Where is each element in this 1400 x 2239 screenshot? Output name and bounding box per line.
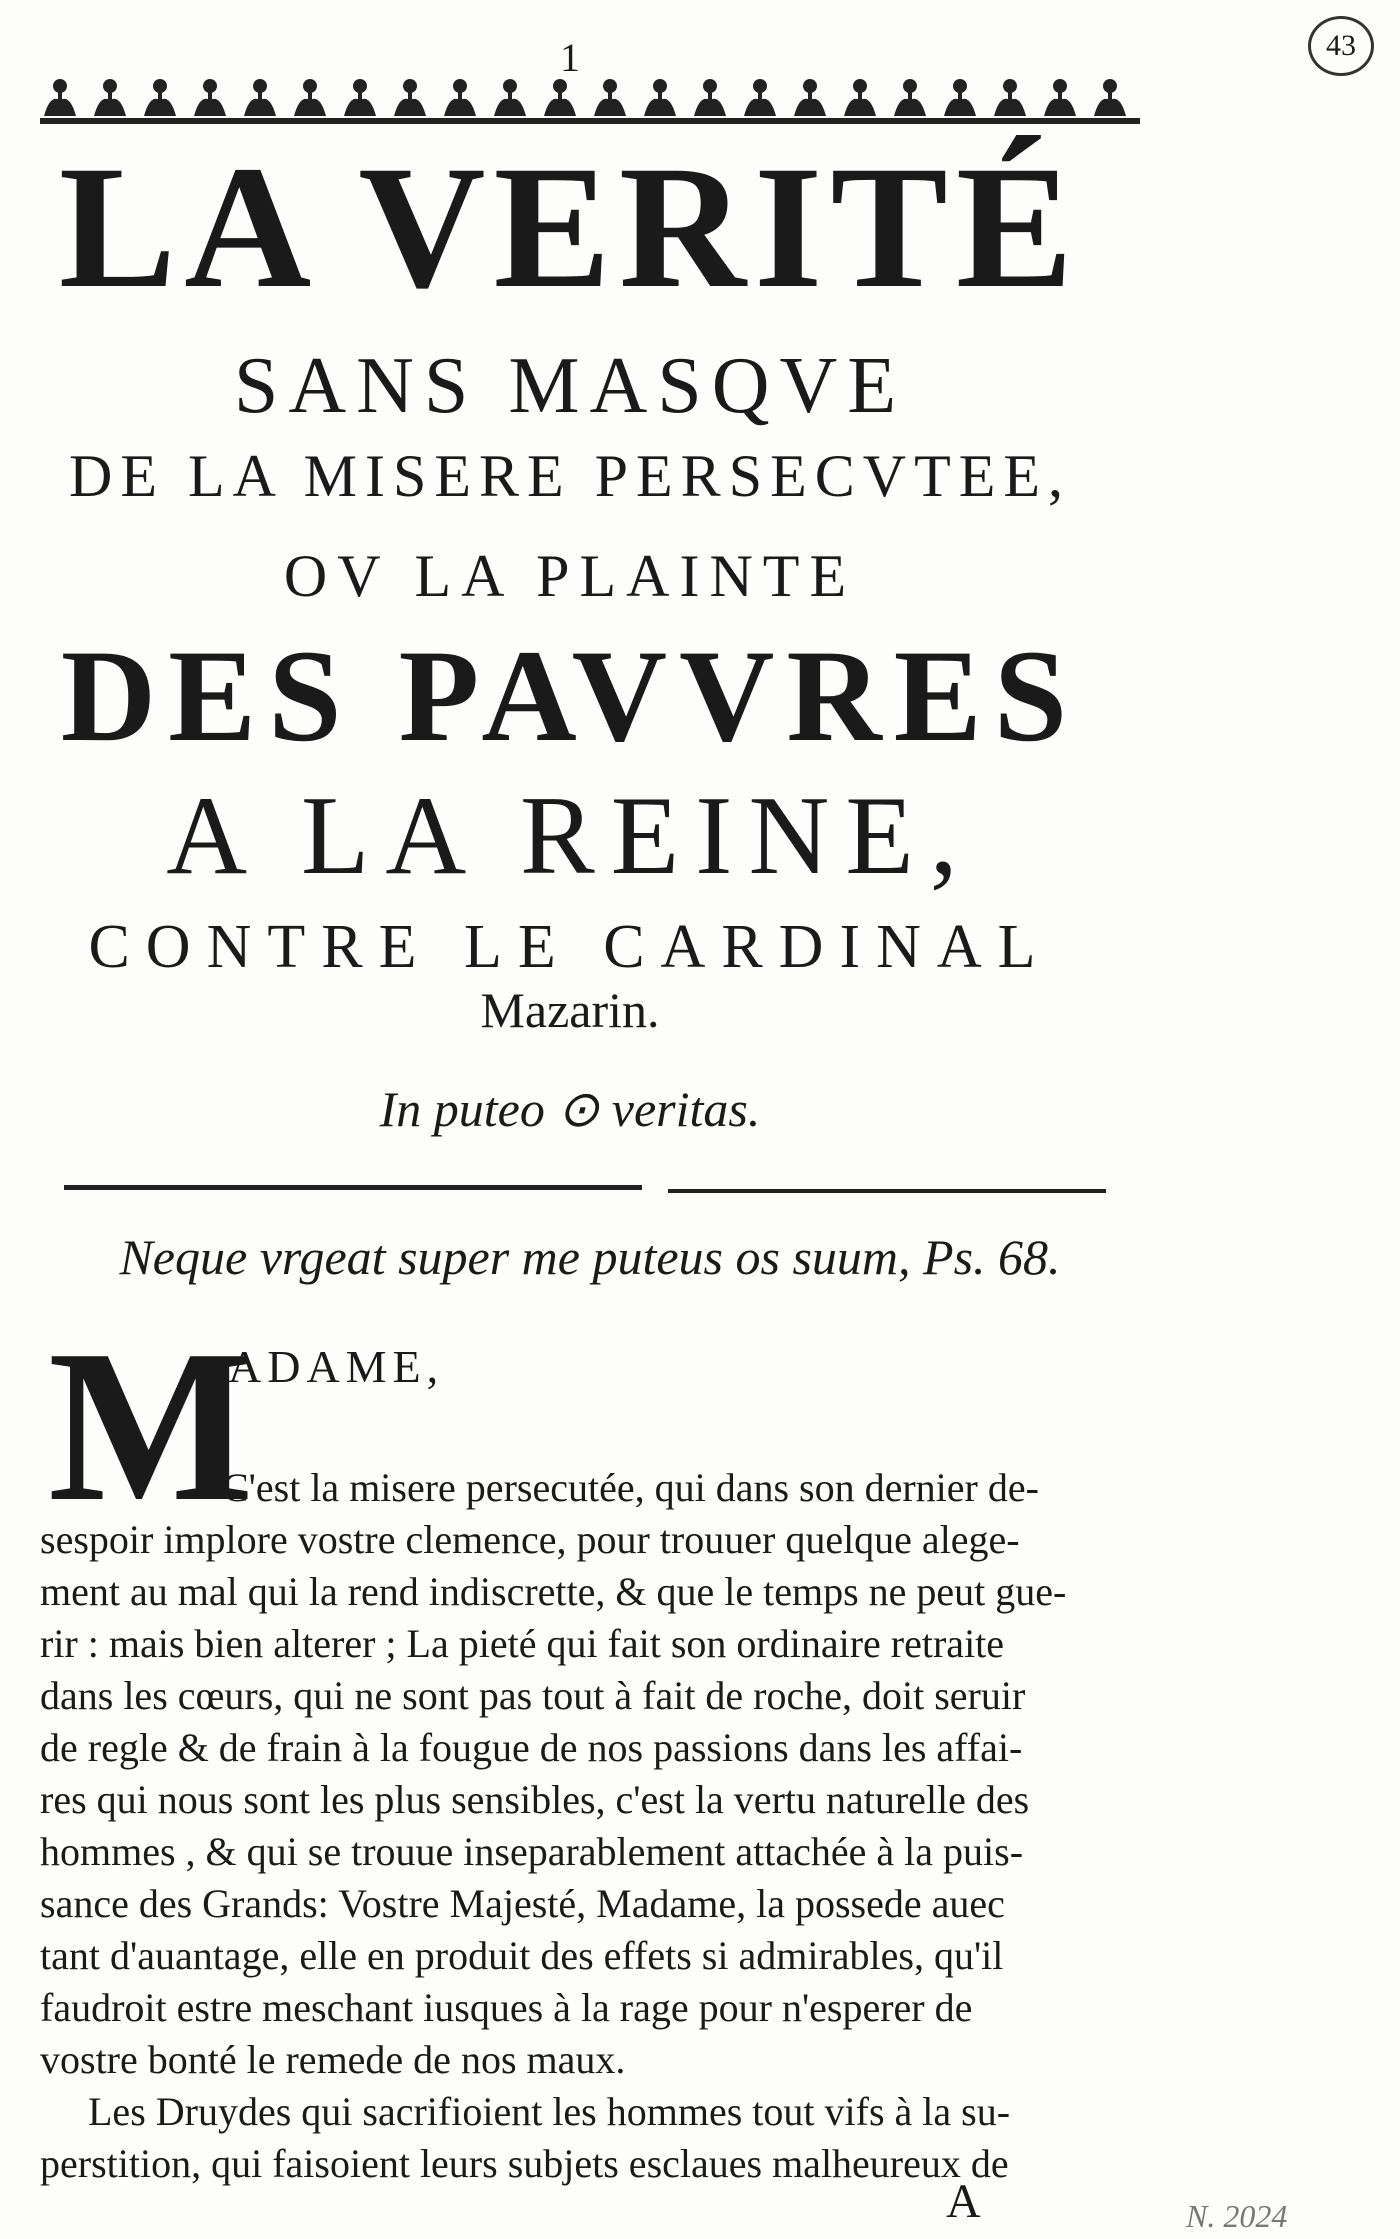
- body-line: Les Druydes qui sacrifioient les hommes tout vifs à la su-: [88, 2089, 1011, 2134]
- fleuron-icon: [244, 79, 276, 116]
- body-line: hommes , & qui se trouue inseparablement attachée à la puis-: [40, 1829, 1024, 1874]
- fleuron-icon: [644, 79, 676, 116]
- fleuron-icon: [294, 79, 326, 116]
- fleuron-icon: [1094, 79, 1126, 116]
- shelfmark: N. 2024: [1186, 2198, 1288, 2234]
- drop-cap: M: [48, 1306, 254, 1547]
- epigraph: Neque vrgeat super me puteus os suum, Ps. 68.: [119, 1229, 1061, 1285]
- motto: In puteo ⊙ veritas.: [379, 1081, 761, 1137]
- fleuron-icon: [494, 79, 526, 116]
- body-line: ment au mal qui la rend indiscrette, & que le temps ne peut gue-: [40, 1569, 1067, 1614]
- fleuron-icon: [40, 118, 1140, 124]
- body-line: perstition, qui faisoient leurs subjets esclaues malheureux de: [40, 2141, 1009, 2186]
- body-line: vostre bonté le remede de nos maux.: [40, 2037, 626, 2082]
- fleuron-icon: [994, 79, 1026, 116]
- salutation: ADAME,: [228, 1341, 445, 1392]
- fleuron-icon: [894, 79, 926, 116]
- title-line-7: CONTRE LE CARDINAL: [88, 913, 1052, 981]
- fleuron-icon: [194, 79, 226, 116]
- horizontal-rule-left: [64, 1185, 642, 1190]
- fleuron-icon: [744, 79, 776, 116]
- fleuron-icon: [344, 79, 376, 116]
- title-line-8: Mazarin.: [480, 982, 660, 1038]
- fleuron-icon: [944, 79, 976, 116]
- fleuron-icon: [94, 79, 126, 116]
- fleuron-icon: [594, 79, 626, 116]
- title-line-2: SANS MASQVE: [233, 342, 907, 430]
- body-line: de regle & de frain à la fougue de nos passions dans les affai-: [40, 1725, 1023, 1770]
- catchword: A: [946, 2175, 981, 2228]
- title-line-3: DE LA MISERE PERSECVTEE,: [68, 443, 1072, 509]
- horizontal-rule-right: [668, 1189, 1106, 1193]
- fleuron-icon: [544, 79, 576, 116]
- fleuron-icon: [144, 79, 176, 116]
- body-line: C'est la misere persecutée, qui dans son dernier de-: [222, 1465, 1039, 1510]
- page-number: 1: [560, 35, 580, 80]
- title-line-4: OV LA PLAINTE: [283, 543, 857, 609]
- body-line: sespoir implore vostre clemence, pour trouuer quelque alege-: [40, 1517, 1020, 1562]
- title-line-1: LA VERITÉ: [58, 130, 1082, 325]
- archive-stamp: 43: [1308, 16, 1374, 76]
- title-line-6: A LA REINE,: [166, 774, 974, 898]
- fleuron-icon: [1044, 79, 1076, 116]
- fleuron-icon: [44, 79, 76, 116]
- body-line: sance des Grands: Vostre Majesté, Madame, la possede auec: [40, 1881, 1005, 1926]
- body-line: faudroit estre meschant iusques à la rage pour n'esperer de: [40, 1985, 973, 2030]
- fleuron-icon: [444, 79, 476, 116]
- body-line: rir : mais bien alterer ; La pieté qui fait son ordinaire retraite: [40, 1621, 1005, 1666]
- body-line: res qui nous sont les plus sensibles, c'est la vertu naturelle des: [40, 1777, 1030, 1822]
- body-line: tant d'auantage, elle en produit des effets si admirables, qu'il: [40, 1933, 1004, 1978]
- title-line-5: DES PAVVRES: [60, 622, 1080, 769]
- fleuron-icon: [394, 79, 426, 116]
- fleuron-ornament-row: [40, 72, 1160, 132]
- body-line: dans les cœurs, qui ne sont pas tout à fait de roche, doit seruir: [40, 1673, 1026, 1718]
- fleuron-icon: [844, 79, 876, 116]
- fleuron-icon: [694, 79, 726, 116]
- fleuron-icon: [794, 79, 826, 116]
